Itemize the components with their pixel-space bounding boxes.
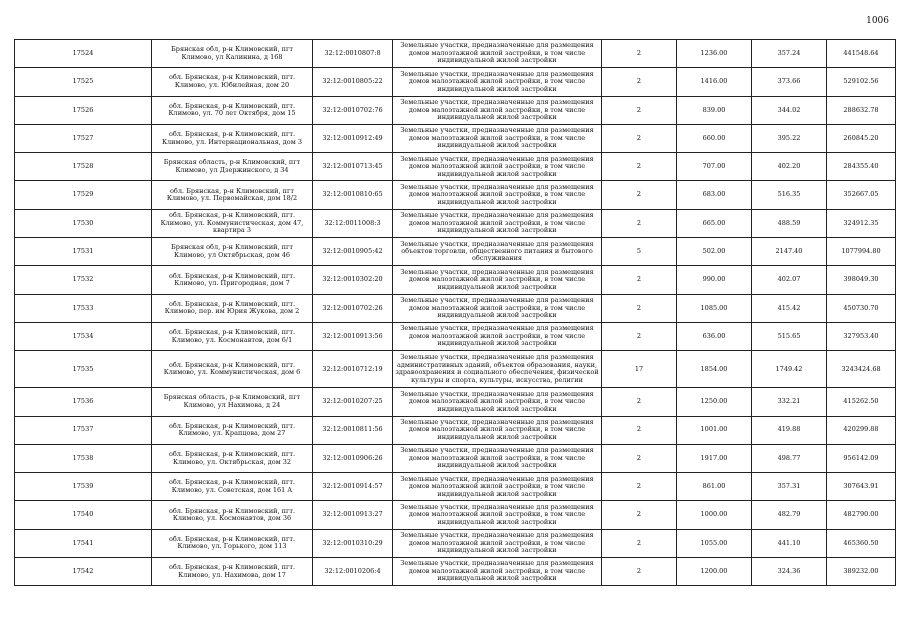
cadastral-number-cell: 32:12:0010913:27 xyxy=(313,501,393,529)
row-number-cell: 17532 xyxy=(15,266,152,294)
cadastral-value-cell: 465360.50 xyxy=(827,529,896,557)
area-cell: 1001.00 xyxy=(677,416,752,444)
land-use-cell: Земельные участки, предназначенные для размещения объектов торговли, общественного питания и бытового обслуживания xyxy=(393,238,602,266)
table-row xyxy=(15,266,896,294)
row-number-cell: 17539 xyxy=(15,473,152,501)
address-cell: обл. Брянская, р-н Климовский, пгт. Климово, ул. Коммунистическая, дом 47, квартира 3 xyxy=(152,209,313,237)
cadastral-value-cell: 327953.40 xyxy=(827,322,896,350)
table-row xyxy=(15,153,896,181)
table-row xyxy=(15,388,896,416)
address-cell: Брянская обл, р-н Климовский, пгт Климово, ул Калинина, д 168 xyxy=(152,40,313,68)
address-cell: Брянская обл, р-н Климовский, пгт Климово, ул Октябрьская, дом 46 xyxy=(152,238,313,266)
land-use-cell: Земельные участки, предназначенные для размещения домов малоэтажной жилой застройки, в том числе индивидуальной жилой застройки xyxy=(393,68,602,96)
land-use-cell: Земельные участки, предназначенные для размещения домов малоэтажной жилой застройки, в том числе индивидуальной жилой застройки xyxy=(393,40,602,68)
cadastral-value-cell: 260845.20 xyxy=(827,124,896,152)
cadastral-value-cell: 415262.50 xyxy=(827,388,896,416)
land-use-cell: Земельные участки, предназначенные для размещения домов малоэтажной жилой застройки, в том числе индивидуальной жилой застройки xyxy=(393,388,602,416)
cadastral-value-cell: 1077994.80 xyxy=(827,238,896,266)
address-cell: обл. Брянская, р-н Климовский, пгт. Климово, ул. Коммунистическая, дом 6 xyxy=(152,351,313,388)
cadastral-value-cell: 3243424.68 xyxy=(827,351,896,388)
row-number-cell: 17533 xyxy=(15,294,152,322)
row-number-cell: 17537 xyxy=(15,416,152,444)
address-cell: обл. Брянская, р-н Климовский, пгт. Климово, пер. им Юрия Жукова, дом 2 xyxy=(152,294,313,322)
area-cell: 1085.00 xyxy=(677,294,752,322)
cadastral-number-cell: 32:12:0010906:26 xyxy=(313,444,393,472)
specific-value-cell: 515.65 xyxy=(752,322,827,350)
cadastral-value-cell: 307643.91 xyxy=(827,473,896,501)
specific-value-cell: 332.21 xyxy=(752,388,827,416)
area-cell: 502.00 xyxy=(677,238,752,266)
address-cell: Брянская область, р-н Климовский, пгт Климово, ул Нахимова, д 24 xyxy=(152,388,313,416)
group-cell: 17 xyxy=(602,351,677,388)
table-row xyxy=(15,444,896,472)
group-cell: 2 xyxy=(602,501,677,529)
cadastral-number-cell: 32:12:0010302:20 xyxy=(313,266,393,294)
row-number-cell: 17538 xyxy=(15,444,152,472)
cadastral-number-cell: 32:12:0010310:29 xyxy=(313,529,393,557)
group-cell: 5 xyxy=(602,238,677,266)
cadastral-value-cell: 420299.88 xyxy=(827,416,896,444)
specific-value-cell: 357.24 xyxy=(752,40,827,68)
cadastral-value-cell: 324912.35 xyxy=(827,209,896,237)
specific-value-cell: 419.88 xyxy=(752,416,827,444)
cadastral-number-cell: 32:12:0010913:56 xyxy=(313,322,393,350)
row-number-cell: 17531 xyxy=(15,238,152,266)
group-cell: 2 xyxy=(602,209,677,237)
area-cell: 1854.00 xyxy=(677,351,752,388)
group-cell: 2 xyxy=(602,416,677,444)
cadastral-number-cell: 32:12:0010805:22 xyxy=(313,68,393,96)
specific-value-cell: 441.10 xyxy=(752,529,827,557)
cadastral-value-cell: 956142.09 xyxy=(827,444,896,472)
area-cell: 861.00 xyxy=(677,473,752,501)
area-cell: 1917.00 xyxy=(677,444,752,472)
area-cell: 1200.00 xyxy=(677,558,752,586)
row-number-cell: 17535 xyxy=(15,351,152,388)
cadastral-number-cell: 32:12:0010912:49 xyxy=(313,124,393,152)
table-row xyxy=(15,96,896,124)
land-use-cell: Земельные участки, предназначенные для размещения домов малоэтажной жилой застройки, в том числе индивидуальной жилой застройки xyxy=(393,322,602,350)
address-cell: обл. Брянская, р-н Климовский, пгт. Климово, ул. Пригородная, дом 7 xyxy=(152,266,313,294)
address-cell: Брянская область, р-н Климовский, пгт Климово, ул Дзержинского, д 34 xyxy=(152,153,313,181)
address-cell: обл. Брянская, р-н Климовский, пгт. Климово, ул. Крапцова, дом 27 xyxy=(152,416,313,444)
table-row xyxy=(15,558,896,586)
group-cell: 2 xyxy=(602,181,677,209)
cadastral-number-cell: 32:12:0011008:3 xyxy=(313,209,393,237)
cadastral-value-cell: 352667.05 xyxy=(827,181,896,209)
specific-value-cell: 1749.42 xyxy=(752,351,827,388)
table-row xyxy=(15,238,896,266)
specific-value-cell: 516.35 xyxy=(752,181,827,209)
land-use-cell: Земельные участки, предназначенные для размещения домов малоэтажной жилой застройки, в том числе индивидуальной жилой застройки xyxy=(393,558,602,586)
address-cell: обл. Брянская, р-н Климовский, пгт. Климово, ул. Космонавтов, дом 36 xyxy=(152,501,313,529)
cadastral-value-cell: 389232.00 xyxy=(827,558,896,586)
specific-value-cell: 488.59 xyxy=(752,209,827,237)
table-row xyxy=(15,351,896,388)
row-number-cell: 17530 xyxy=(15,209,152,237)
table-row xyxy=(15,322,896,350)
area-cell: 1000.00 xyxy=(677,501,752,529)
area-cell: 1236.00 xyxy=(677,40,752,68)
specific-value-cell: 498.77 xyxy=(752,444,827,472)
area-cell: 660.00 xyxy=(677,124,752,152)
address-cell: обл. Брянская, р-н Климовский, пгт. Климово, ул. 70 лет Октября, дом 15 xyxy=(152,96,313,124)
address-cell: обл. Брянская, р-н Климовский, пгт. Климово, ул. Нахимова, дом 17 xyxy=(152,558,313,586)
area-cell: 665.00 xyxy=(677,209,752,237)
group-cell: 2 xyxy=(602,294,677,322)
area-cell: 839.00 xyxy=(677,96,752,124)
land-use-cell: Земельные участки, предназначенные для размещения домов малоэтажной жилой застройки, в том числе индивидуальной жилой застройки xyxy=(393,153,602,181)
cadastral-number-cell: 32:12:0010206:4 xyxy=(313,558,393,586)
row-number-cell: 17541 xyxy=(15,529,152,557)
specific-value-cell: 415.42 xyxy=(752,294,827,322)
land-use-cell: Земельные участки, предназначенные для размещения административных зданий, объектов образования, науки, здравоохранения и социального обеспечения, физической культуры и спорта, культуры, искусства, религии xyxy=(393,351,602,388)
specific-value-cell: 2147.40 xyxy=(752,238,827,266)
address-cell: обл. Брянская, р-н Климовский, пгт Климово, ул. Первомайская, дом 18/2 xyxy=(152,181,313,209)
group-cell: 2 xyxy=(602,96,677,124)
land-use-cell: Земельные участки, предназначенные для размещения домов малоэтажной жилой застройки, в том числе индивидуальной жилой застройки xyxy=(393,529,602,557)
specific-value-cell: 324.36 xyxy=(752,558,827,586)
specific-value-cell: 344.02 xyxy=(752,96,827,124)
group-cell: 2 xyxy=(602,153,677,181)
area-cell: 1250.00 xyxy=(677,388,752,416)
table-body xyxy=(15,40,896,586)
cadastral-number-cell: 32:12:0010702:26 xyxy=(313,294,393,322)
area-cell: 990.00 xyxy=(677,266,752,294)
area-cell: 1055.00 xyxy=(677,529,752,557)
area-cell: 636.00 xyxy=(677,322,752,350)
group-cell: 2 xyxy=(602,124,677,152)
table-row xyxy=(15,181,896,209)
land-use-cell: Земельные участки, предназначенные для размещения домов малоэтажной жилой застройки, в том числе индивидуальной жилой застройки xyxy=(393,444,602,472)
table-row xyxy=(15,416,896,444)
specific-value-cell: 395.22 xyxy=(752,124,827,152)
cadastral-number-cell: 32:12:0010207:25 xyxy=(313,388,393,416)
group-cell: 2 xyxy=(602,473,677,501)
table-row xyxy=(15,473,896,501)
address-cell: обл. Брянская, р-н Климовский, пгт. Климово, ул. Горького, дом 113 xyxy=(152,529,313,557)
address-cell: обл. Брянская, р-н Климовский, пгт. Климово, ул. Советская, дом 161 А xyxy=(152,473,313,501)
cadastral-number-cell: 32:12:0010712:19 xyxy=(313,351,393,388)
group-cell: 2 xyxy=(602,529,677,557)
cadastral-value-cell: 441548.64 xyxy=(827,40,896,68)
specific-value-cell: 482.79 xyxy=(752,501,827,529)
cadastral-number-cell: 32:12:0010713:45 xyxy=(313,153,393,181)
area-cell: 683.00 xyxy=(677,181,752,209)
cadastral-number-cell: 32:12:0010807:8 xyxy=(313,40,393,68)
land-use-cell: Земельные участки, предназначенные для размещения домов малоэтажной жилой застройки, в том числе индивидуальной жилой застройки xyxy=(393,124,602,152)
land-use-cell: Земельные участки, предназначенные для размещения домов малоэтажной жилой застройки, в том числе индивидуальной жилой застройки xyxy=(393,294,602,322)
row-number-cell: 17524 xyxy=(15,40,152,68)
table-row xyxy=(15,294,896,322)
cadastral-number-cell: 32:12:0010905:42 xyxy=(313,238,393,266)
land-use-cell: Земельные участки, предназначенные для размещения домов малоэтажной жилой застройки, в том числе индивидуальной жилой застройки xyxy=(393,266,602,294)
row-number-cell: 17542 xyxy=(15,558,152,586)
table-row xyxy=(15,124,896,152)
specific-value-cell: 373.66 xyxy=(752,68,827,96)
land-use-cell: Земельные участки, предназначенные для размещения домов малоэтажной жилой застройки, в том числе индивидуальной жилой застройки xyxy=(393,473,602,501)
address-cell: обл. Брянская, р-н Климовский, пгт. Климово, ул. Октябрьская, дом 32 xyxy=(152,444,313,472)
specific-value-cell: 357.31 xyxy=(752,473,827,501)
address-cell: обл. Брянская, р-н Климовский, пгт. Климово, ул. Юбилейная, дом 20 xyxy=(152,68,313,96)
table-row xyxy=(15,68,896,96)
cadastral-value-cell: 529102.56 xyxy=(827,68,896,96)
row-number-cell: 17540 xyxy=(15,501,152,529)
land-use-cell: Земельные участки, предназначенные для размещения домов малоэтажной жилой застройки, в том числе индивидуальной жилой застройки xyxy=(393,96,602,124)
row-number-cell: 17534 xyxy=(15,322,152,350)
cadastral-number-cell: 32:12:0010914:57 xyxy=(313,473,393,501)
table-row xyxy=(15,40,896,68)
specific-value-cell: 402.07 xyxy=(752,266,827,294)
group-cell: 2 xyxy=(602,266,677,294)
land-use-cell: Земельные участки, предназначенные для размещения домов малоэтажной жилой застройки, в том числе индивидуальной жилой застройки xyxy=(393,416,602,444)
specific-value-cell: 402.20 xyxy=(752,153,827,181)
area-cell: 1416.00 xyxy=(677,68,752,96)
cadastral-value-table xyxy=(14,39,896,586)
cadastral-value-cell: 482790.00 xyxy=(827,501,896,529)
row-number-cell: 17528 xyxy=(15,153,152,181)
land-use-cell: Земельные участки, предназначенные для размещения домов малоэтажной жилой застройки, в том числе индивидуальной жилой застройки xyxy=(393,501,602,529)
area-cell: 707.00 xyxy=(677,153,752,181)
row-number-cell: 17529 xyxy=(15,181,152,209)
cadastral-value-cell: 398049.30 xyxy=(827,266,896,294)
group-cell: 2 xyxy=(602,558,677,586)
address-cell: обл. Брянская, р-н Климовский, пгт. Климово, ул. Интернациональная, дом 3 xyxy=(152,124,313,152)
cadastral-value-cell: 284355.40 xyxy=(827,153,896,181)
land-use-cell: Земельные участки, предназначенные для размещения домов малоэтажной жилой застройки, в том числе индивидуальной жилой застройки xyxy=(393,181,602,209)
page-number: 1006 xyxy=(866,16,889,26)
row-number-cell: 17526 xyxy=(15,96,152,124)
row-number-cell: 17536 xyxy=(15,388,152,416)
land-use-cell: Земельные участки, предназначенные для размещения домов малоэтажной жилой застройки, в том числе индивидуальной жилой застройки xyxy=(393,209,602,237)
row-number-cell: 17525 xyxy=(15,68,152,96)
cadastral-number-cell: 32:12:0010810:65 xyxy=(313,181,393,209)
cadastral-number-cell: 32:12:0010702:76 xyxy=(313,96,393,124)
group-cell: 2 xyxy=(602,444,677,472)
address-cell: обл. Брянская, р-н Климовский, пгт. Климово, ул. Космонавтов, дом 6/1 xyxy=(152,322,313,350)
group-cell: 2 xyxy=(602,68,677,96)
table-row xyxy=(15,209,896,237)
table-row xyxy=(15,529,896,557)
group-cell: 2 xyxy=(602,388,677,416)
cadastral-number-cell: 32:12:0010811:56 xyxy=(313,416,393,444)
cadastral-value-cell: 288632.78 xyxy=(827,96,896,124)
group-cell: 2 xyxy=(602,40,677,68)
row-number-cell: 17527 xyxy=(15,124,152,152)
cadastral-value-cell: 450730.70 xyxy=(827,294,896,322)
table-row xyxy=(15,501,896,529)
group-cell: 2 xyxy=(602,322,677,350)
